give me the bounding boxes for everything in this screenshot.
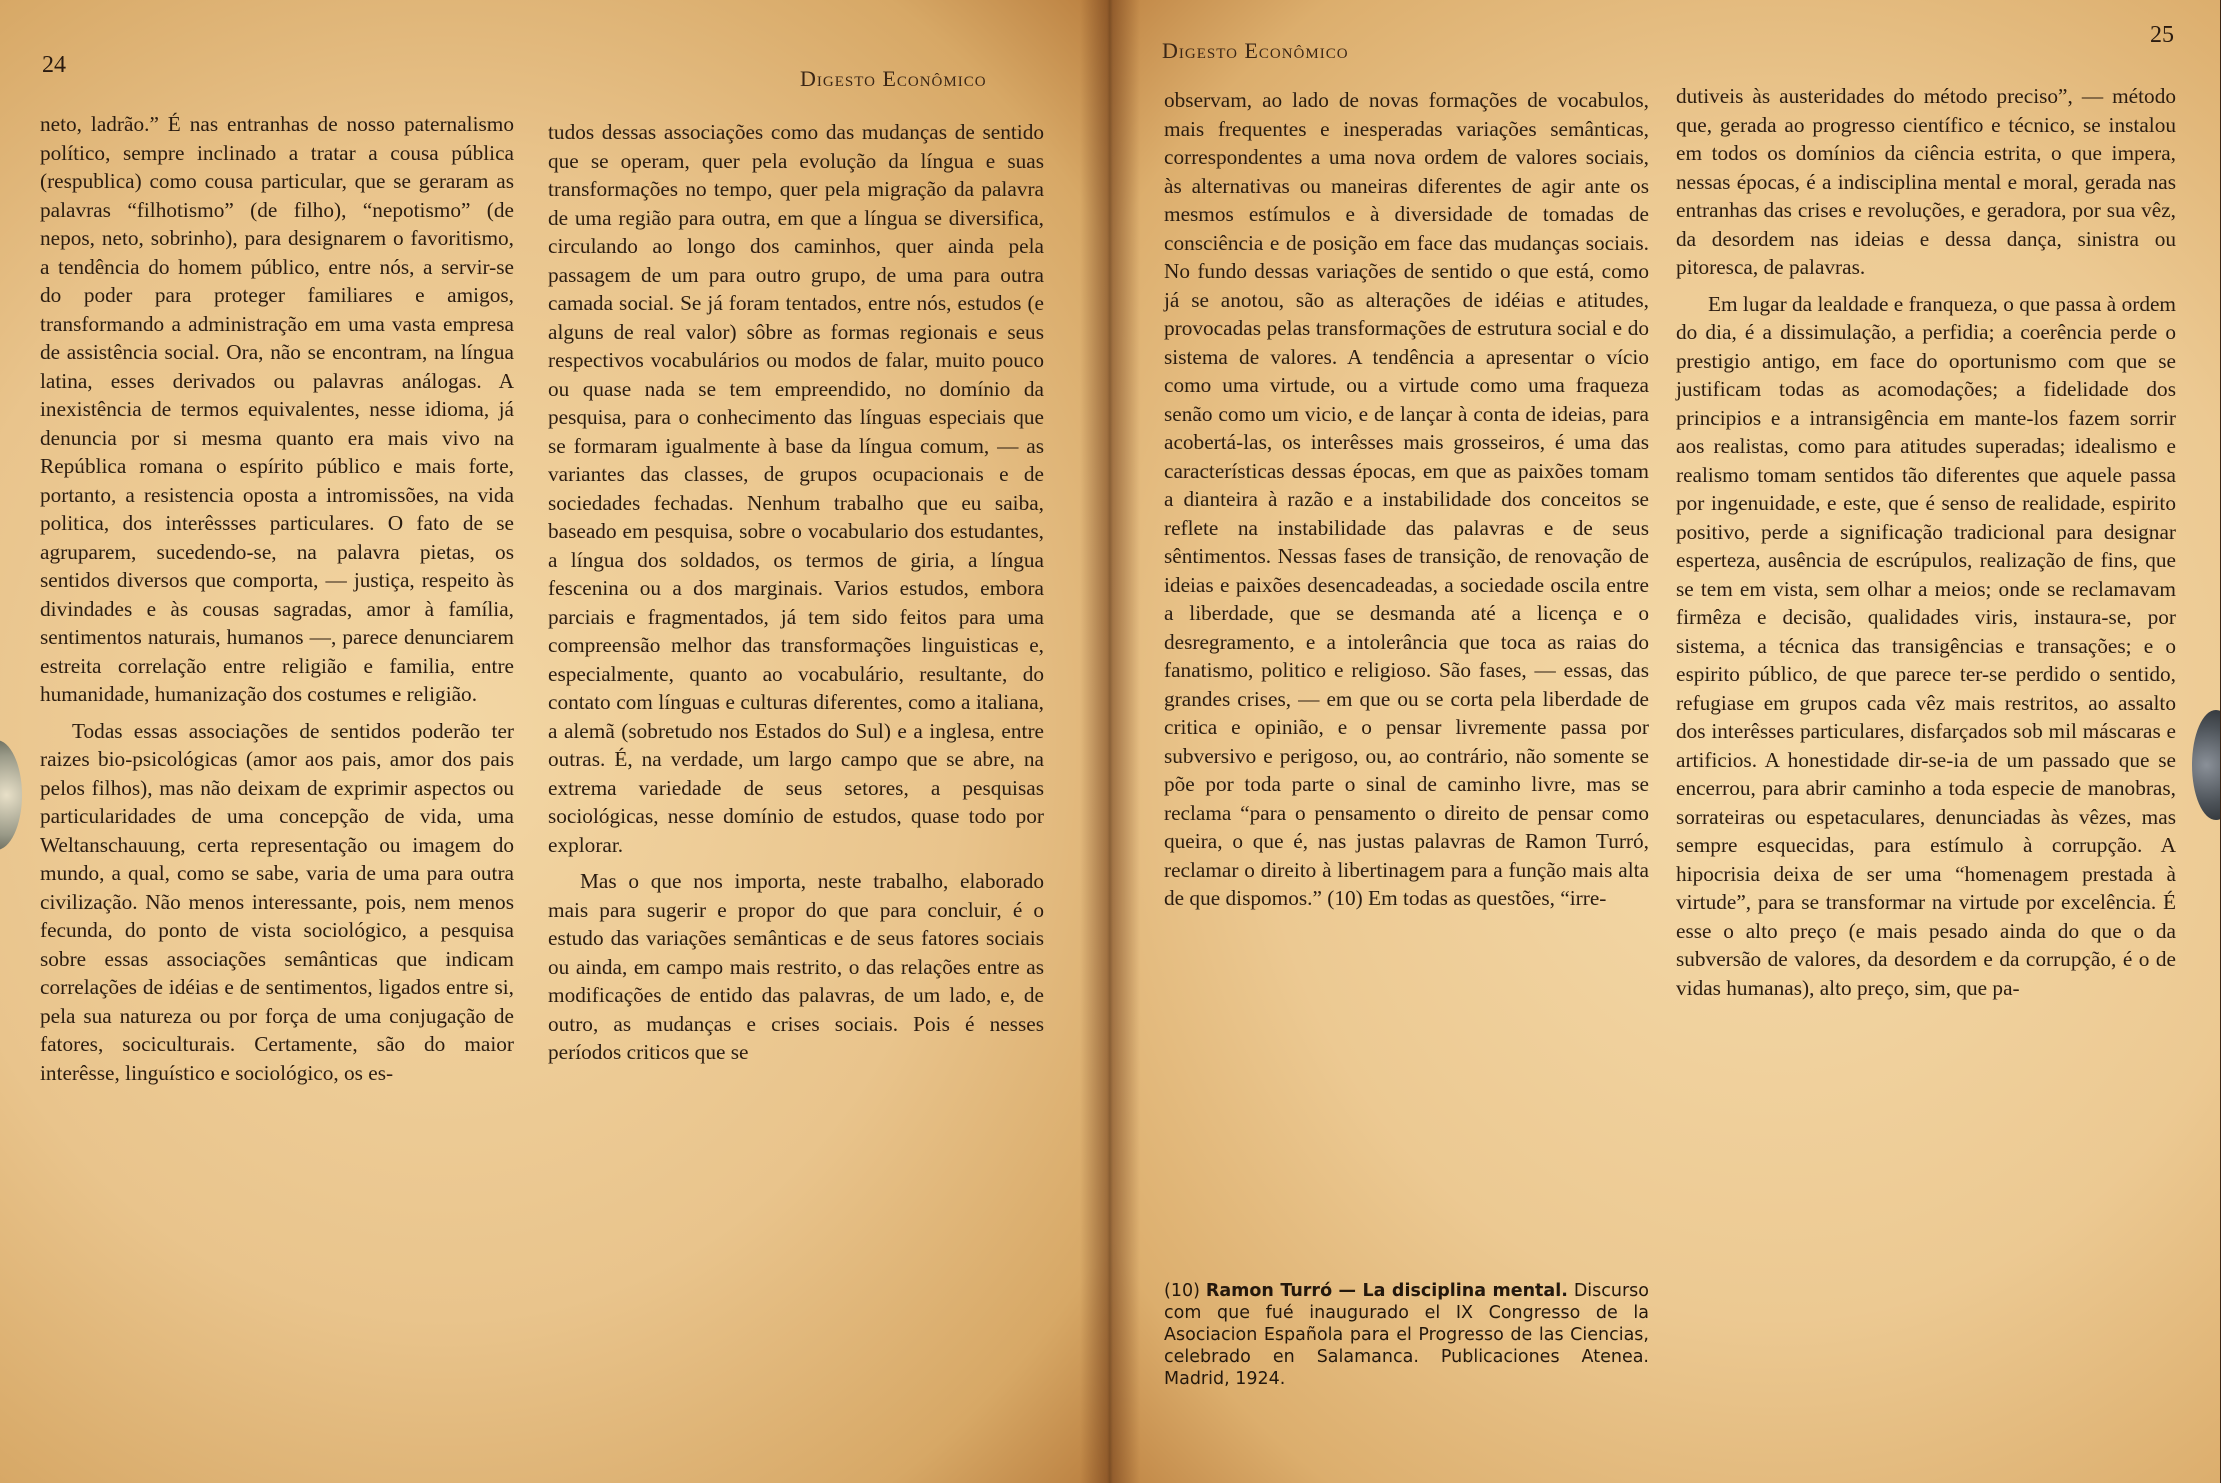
paragraph: observam, ao lado de novas formações de vocabulos, mais frequentes e inesperadas variações semânticas, correspondentes a uma nova ordem de valores sociais, às alternativas ou maneiras diferentes de agir ante os mesmos estímulos e à diversidade de tomadas de consciência e de posição em face das mudanças sociais. No fundo dessas variações de sentido o que está, como já se anotou, são as alterações de idéias e atitudes, provocadas pelas transformações de estrutura social e do sistema de valores. A tendência a apresentar o vício como uma virtude, ou a virtude como uma fraqueza senão como um vicio, e de lançar à conta de ideias, para acobertá-las, os interêsses mais grosseiros, é uma das características dessas épocas, em que as paixões tomam a dianteira à razão e a instabilidade dos conceitos se reflete na instabilidade das palavras e de seus sêntimentos. Nessas fases de transição, de renovação de ideias e paixões desencadeadas, a sociedade oscila entre a liberdade, que se desmanda até a licença e o desregramento, e a intolerância que toca as raias do fanatismo, politico e religioso. São fases, — essas, das grandes crises, — em que ou se corta pela liberdade de critica e opinião, e o pensar livremente passa por subversivo e perigoso, ou, ao contrário, não somente se põe por toda parte o sinal de caminho livre, mas se reclama “para o pensamento o direito de pensar como queira, o que é, nas justas palavras de Ramon Turró, reclamar o direito à libertinagem para a função mais alta de que dispomos.” (10) Em todas as questões, “irre- bbox=[1164, 88, 1649, 910]
page-number-right: 25 bbox=[2150, 22, 2174, 48]
right-column-2 bbox=[1676, 82, 2176, 1002]
left-column-2 bbox=[548, 118, 1044, 1067]
thumb-right bbox=[2192, 710, 2220, 820]
paragraph: Todas essas associações de sentidos poderão ter raizes bio-psicológicas (amor aos pais, amor dos pais pelos filhos), mas não deixam de exprimir aspectos ou particularidades de uma concepção de vida, uma Weltanschauung, certa representação ou imagem do mundo, a qual, como se sabe, varia de uma para outra civilização. Não menos interessante, pois, nem menos fecunda, do ponto de vista sociológico, a pesquisa sobre essas associações semânticas que indicam correlações de idéias e de sentimentos, ligados entre si, pela sua natureza ou por força de uma conjugação de fatores, sociculturais. Certamente, são do maior interêsse, linguístico e sociológico, os es- bbox=[40, 718, 514, 1085]
paragraph: dutiveis às austeridades do método preciso”, — método que, gerada ao progresso científico e técnico, se instalou em todos os domínios da ciência estrita, o que impera, nessas épocas, é a indisciplina mental e moral, gerada nas entranhas das crises e revoluções, e geradora, por sua vêz, da desordem nas ideias e dessa dança, sinistra ou pitoresca, de palavras. bbox=[1676, 84, 2176, 279]
right-column-1 bbox=[1164, 86, 1649, 913]
right-page bbox=[1110, 0, 2220, 1483]
paragraph: tudos dessas associações como das mudanças de sentido que se operam, quer pela evolução da língua e suas transformações no tempo, quer pela migração da palavra de uma região para outra, em que a língua se diversifica, circulando ao longo dos caminhos, quer ainda pela passagem de um para outro grupo, de uma para outra camada social. Se já foram tentados, entre nós, estudos (e alguns de real valor) sôbre as formas regionais e seus respectivos vocabulários ou modos de falar, muito pouco ou quase nada se tem empreendido, no domínio da pesquisa, para o conhecimento das línguas especiais que se formaram igualmente à base da língua comum, — as variantes das classes, de grupos ocupacionais e de sociedades fechadas. Nenhum trabalho que eu saiba, baseado em pesquisa, sobre o vocabulario dos estudantes, a língua dos soldados, os termos de giria, a língua fescenina ou a dos marginais. Varios estudos, embora parciais e fragmentados, já tem sido feitos para uma compreensão melhor das transformações linguisticas e, especialmente, quanto ao vocabulário, resultante, do contato com línguas e culturas diferentes, como a italiana, a alemã (sobretudo nos Estados do Sul) e a inglesa, entre outras. É, na verdade, um largo campo que se abre, na extrema variedade de seus setores, a pesquisas sociológicas, nesse domínio de estudos, quase todo por explorar. bbox=[548, 120, 1044, 857]
footnote-number: (10) bbox=[1164, 1281, 1200, 1301]
thumb-left bbox=[0, 740, 22, 850]
running-head-left: Digesto Econômico bbox=[800, 66, 987, 91]
footnote-author: Ramon Turró — La disciplina mental. bbox=[1205, 1281, 1568, 1301]
paragraph: Mas o que nos importa, neste trabalho, elaborado mais para sugerir e propor do que para concluir, é o estudo das variações semânticas e de seus fatores sociais ou ainda, em campo mais restrito, o das relações entre as modificações de entido das palavras, de um lado, e, de outro, as mudanças e crises sociais. Pois é nesses períodos criticos que se bbox=[548, 869, 1044, 1064]
left-page bbox=[0, 0, 1110, 1483]
paragraph: neto, ladrão.” É nas entranhas de nosso paternalismo político, sempre inclinado a tratar a cousa pública (respublica) como cousa particular, que se geraram as palavras “filhotismo” (de filho), “nepotismo” (de nepos, neto, sobrinho), para designarem o favoritismo, a tendência do homem público, entre nós, a servir-se do poder para proteger familiares e amigos, transformando a administração em uma vasta empresa de assistência social. Ora, não se encontram, na língua latina, esses derivados ou palavras análogas. A inexistência de termos equivalentes, nesse idioma, já denuncia por si mesma quanto era mais vivo na República romana o espírito público e mais forte, portanto, a resistencia oposta a intromissões, na vida politica, dos interêssses particulares. O fato de se agruparem, sucedendo-se, na palavra pietas, os sentidos diversos que comporta, — justiça, respeito às divindades e às cousas sagradas, amor à família, sentimentos naturais, humanos —, parece denunciarem estreita correlação entre religião e familia, entre humanidade, humanização dos costumes e religião. bbox=[40, 112, 514, 706]
page-number-left: 24 bbox=[42, 52, 66, 78]
left-column-1 bbox=[40, 110, 514, 1087]
footnote bbox=[1164, 1280, 1649, 1390]
running-head-right: Digesto Econômico bbox=[1162, 38, 1349, 63]
footnote-text: Discurso com que fué inaugurado el IX Congresso de la Asociacion Española para el Progresso de las Ciencias, celebrado en Salamanca. Publicaciones Atenea. Madrid, 1924. bbox=[1164, 1281, 1649, 1389]
paragraph: Em lugar da lealdade e franqueza, o que passa à ordem do dia, é a dissimulação, a perfidia; a coerência perde o prestigio antigo, em face do oportunismo com que se justificam todas as acomodações; a fidelidade dos principios e a intransigência em mante-los fazem sorrir aos realistas, como para atitudes superadas; idealismo e realismo tomam sentidos tão diferentes que aquele passa por ingenuidade, e este, que é senso de realidade, espirito positivo, perde a significação tradicional para designar esperteza, ausência de escrúpulos, realização de fins, que se tem em vista, sem olhar a meios; onde se reclamavam firmêza e decisão, qualidades viris, instaura-se, por sistema, a técnica das transigências e transações; e o espirito público, de que parece ter-se perdido o sentido, refugiase em grupos cada vêz mais restritos, ao assalto dos interêsses particulares, disfarçados sob mil máscaras e artificios. A honestidade dir-se-ia de um passado que se encerrou, para abrir caminho a toda especie de manobras, sorrateiras ou espetaculares, denunciadas às vêzes, mas sempre esquecidas, para estímulo à corrupção. A hipocrisia deixa de ser uma “homenagem prestada à virtude”, para se transformar na virtude por excelência. É esse o alto preço (e mais pesado ainda do que o da subversão de valores, da desordem e da corrupção, é o de vidas humanas), alto preço, sim, que pa- bbox=[1676, 291, 2176, 1000]
